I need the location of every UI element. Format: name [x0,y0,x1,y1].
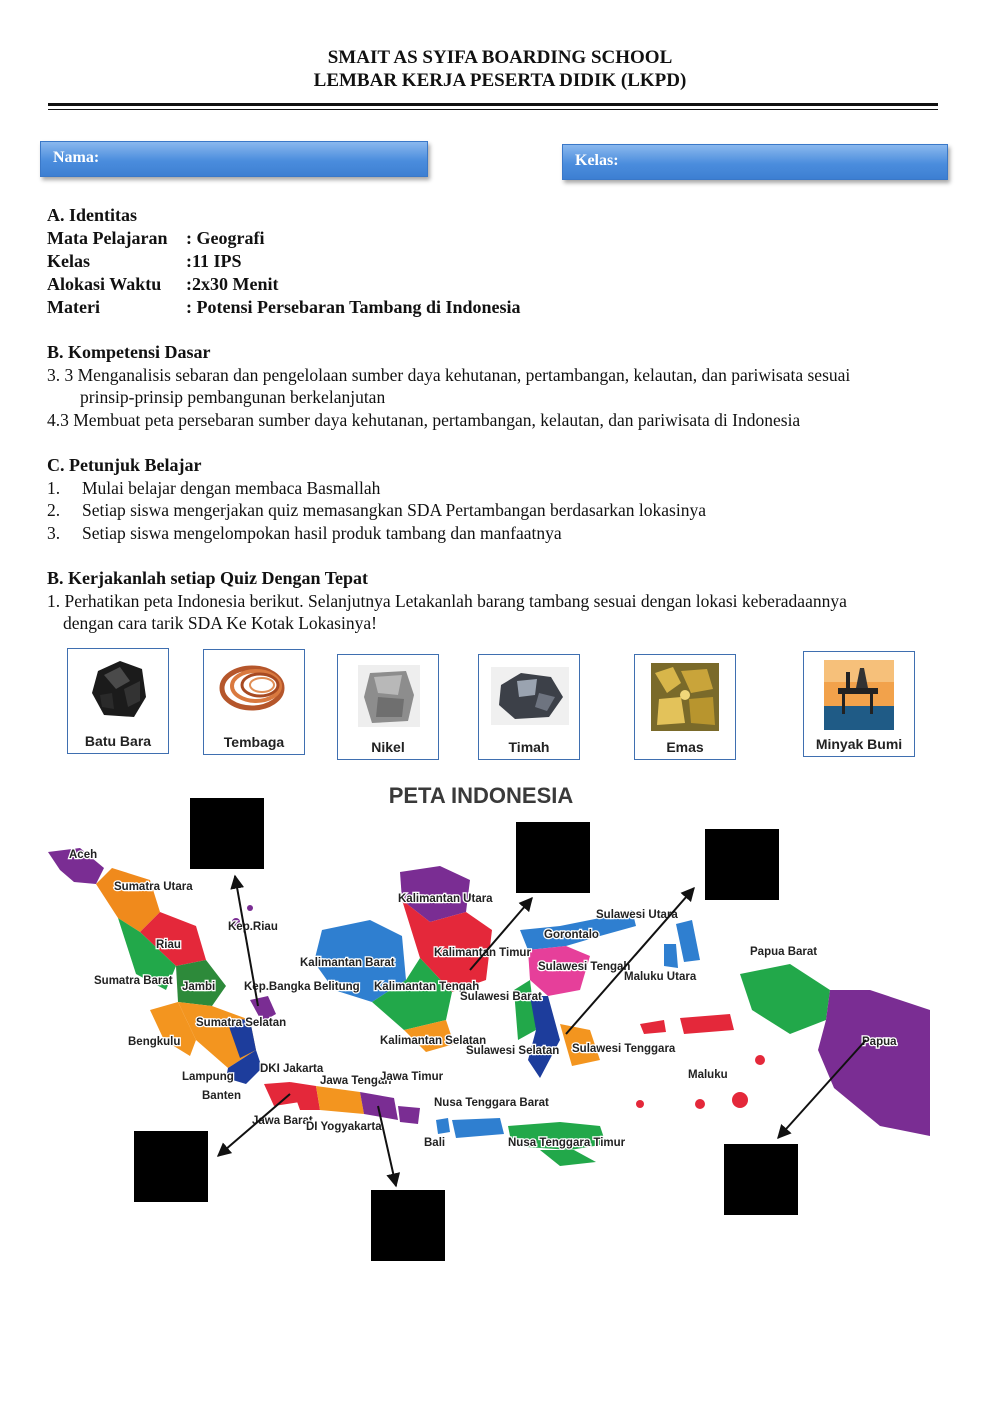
petunjuk-heading: C. Petunjuk Belajar [47,455,202,475]
card-label: Emas [666,739,704,755]
card-minyak-bumi[interactable] [803,651,915,757]
header-divider-thin [48,109,938,110]
map-label-jambi: Jambi [182,981,216,993]
drop-box-papua[interactable] [724,1144,798,1215]
quiz-heading: B. Kerjakanlah setiap Quiz Dengan Tepat [47,568,369,588]
identitas-label: Mata Pelajaran [47,228,168,248]
drop-box-jatim[interactable] [371,1190,445,1261]
map-label-lampung: Lampung [182,1071,234,1083]
map-title: PETA INDONESIA [388,783,574,808]
map-label-maluku: Maluku [688,1069,728,1081]
quiz-instruction-cont: dengan cara tarik SDA Ke Kotak Lokasinya! [63,613,377,633]
map-label-malut: Maluku Utara [624,971,697,983]
name-field[interactable]: Nama: [40,141,428,177]
list-item: Setiap siswa mengelompokan hasil produk tambang dan manfaatnya [82,523,562,543]
school-name: SMAIT AS SYIFA BOARDING SCHOOL [327,47,673,68]
card-timah[interactable] [478,654,580,760]
region-papua [818,990,930,1136]
map-label-sultra: Sulawesi Tenggara [572,1043,676,1055]
map-label-ntb: Nusa Tenggara Barat [434,1097,549,1109]
map-label-diy: DI Yogyakarta [306,1121,382,1133]
kompetensi-heading: B. Kompetensi Dasar [47,342,211,362]
card-emas[interactable] [634,654,736,760]
identitas-label: Alokasi Waktu [47,274,162,294]
coal-image [90,659,148,721]
class-field[interactable]: Kelas: [562,144,948,180]
region-jateng [316,1086,364,1114]
nickel-image [358,665,420,727]
oil-rig-image [824,660,894,730]
identitas-value: :2x30 Menit [186,274,279,294]
worksheet-title: LEMBAR KERJA PESERTA DIDIK (LKPD) [313,70,687,91]
map-label-kalbar: Kalimantan Barat [300,957,395,969]
list-number: 1. [47,478,61,498]
quiz-instruction: 1. Perhatikan peta Indonesia berikut. Selanjutnya Letakanlah barang tambang sesuai dengan lokasi keberadaannya [47,591,847,611]
card-label: Nikel [371,739,405,755]
drop-box-babel[interactable] [190,798,264,869]
identitas-value: :11 IPS [186,251,242,271]
map-label-riau: Riau [156,939,181,951]
map-label-kepriau: Kep.Riau [228,921,278,933]
map-label-kaltim: Kalimantan Timur [434,947,531,959]
drop-box-sultra[interactable] [705,829,779,900]
papua-island [740,964,930,1136]
map-label-ntt: Nusa Tenggara Timur [508,1137,626,1149]
map-label-sulut: Sulawesi Utara [596,909,678,921]
region-malut [676,920,700,962]
list-number: 3. [47,523,61,543]
region-ntb [452,1118,504,1138]
card-label: Batu Bara [84,733,152,749]
map-label-sulsel: Sulawesi Selatan [466,1045,560,1057]
map-label-babel: Kep.Bangka Belitung [244,981,360,993]
map-label-sumut: Sumatra Utara [114,881,193,893]
card-label: Timah [508,739,550,755]
tin-image [491,667,569,725]
region-papbar [740,964,830,1034]
region-bali [436,1118,450,1134]
map-label-jatim: Jawa Timur [380,1071,444,1083]
map-label-banten: Banten [202,1090,241,1102]
map-label-aceh: Aceh [69,849,98,861]
map-label-sumsel: Sumatra Selatan [196,1017,287,1029]
header-divider [48,103,938,106]
card-nikel[interactable] [337,654,439,760]
gold-ore-image [651,663,719,731]
identitas-value: : Potensi Persebaran Tambang di Indonesia [186,297,521,317]
list-item: Setiap siswa mengerjakan quiz memasangkan SDA Pertambangan berdasarkan lokasinya [82,500,706,520]
card-batu-bara[interactable] [67,648,169,754]
map-label-bali: Bali [424,1137,446,1149]
identitas-label: Kelas [47,251,90,271]
kd-3-3: 3. 3 Menganalisis sebaran dan pengelolaan sumber daya kehutanan, pertambangan, kelautan, dan pariwisata sesuai [47,365,851,385]
map-label-dki: DKI Jakarta [260,1063,324,1075]
map-label-papua: Papua [862,1036,897,1048]
card-label: Tembaga [223,734,285,750]
kd-3-3-cont: prinsip-prinsip pembangunan berkelanjutan [80,387,386,407]
copper-wire-image [218,658,292,716]
map-label-kalteng: Kalimantan Tengah [374,981,480,993]
identitas-label: Materi [47,297,100,317]
map-label-kalut: Kalimantan Utara [398,893,493,905]
card-tembaga[interactable] [203,649,305,755]
map-label-sulteng: Sulawesi Tengah [538,961,631,973]
identitas-value: : Geografi [186,228,265,248]
map-label-jabar: Jawa Barat [252,1115,313,1127]
drop-box-kaltim[interactable] [516,822,590,893]
list-number: 2. [47,500,61,520]
region-sulsel [528,996,560,1078]
map-label-sulbar: Sulawesi Barat [460,991,542,1003]
list-item: Mulai belajar dengan membaca Basmallah [82,478,381,498]
identitas-heading: A. Identitas [47,205,138,225]
card-label: Minyak Bumi [815,736,903,752]
map-label-jateng: Jawa Tengah [320,1075,392,1087]
drop-box-jabar[interactable] [134,1131,208,1202]
map-label-gorontalo: Gorontalo [544,929,599,941]
map-label-sumbar: Sumatra Barat [94,975,173,987]
kd-4-3: 4.3 Membuat peta persebaran sumber daya kehutanan, pertambangan, kelautan, dan pariwisata di Indonesia [47,410,801,430]
map-label-papbar: Papua Barat [750,946,818,958]
map-label-bengkulu: Bengkulu [128,1036,181,1048]
map-label-kalsel: Kalimantan Selatan [380,1035,487,1047]
region-maluku [640,1020,666,1034]
